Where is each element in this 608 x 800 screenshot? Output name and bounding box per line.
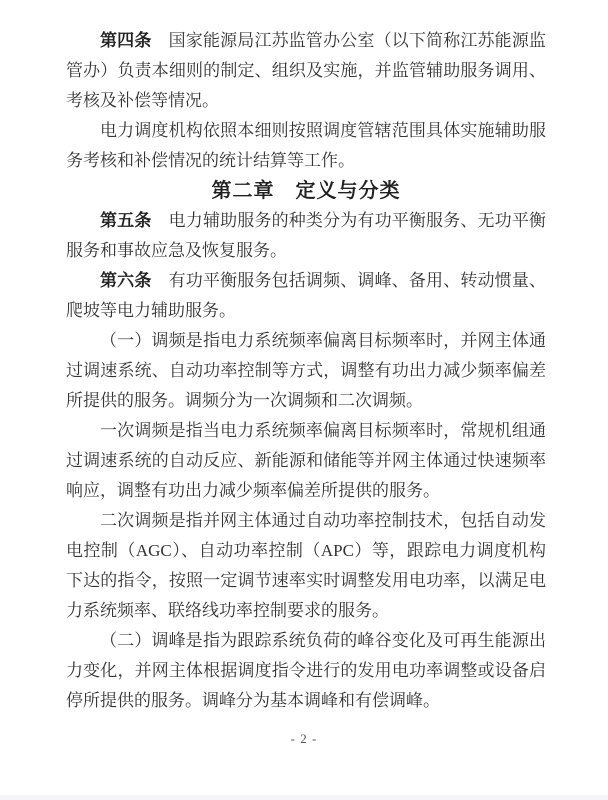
paragraph-item-1-frequency-regulation <box>66 326 546 416</box>
article-number: 第五条 <box>100 211 152 230</box>
paragraph-primary-frequency-regulation <box>66 416 546 506</box>
paragraph-article-5 <box>66 206 546 266</box>
paragraph-article-6 <box>66 266 546 326</box>
paragraph-item-2-peak-shaving <box>66 626 546 716</box>
chapter-heading: 第二章 定义与分类 <box>211 180 401 202</box>
paragraph-text: （二）调峰是指为跟踪系统负荷的峰谷变化及可再生能源出力变化，并网主体根据调度指令进行的发用电功率调整或设备启停所提供的服务。调峰分为基本调峰和有偿调峰。 <box>66 631 546 710</box>
paragraph-article-4 <box>66 26 546 116</box>
article-number: 第四条 <box>100 31 152 50</box>
paragraph-text: 一次调频是指当电力系统频率偏离目标频率时，常规机组通过调速系统的自动反应、新能源和储能等并网主体通过快速频率响应，调整有功出力减少频率偏差所提供的服务。 <box>66 421 546 500</box>
paragraph-text: （一）调频是指电力系统频率偏离目标频率时，并网主体通过调速系统、自动功率控制等方式，调整有功出力减少频率偏差所提供的服务。调频分为一次调频和二次调频。 <box>66 331 546 410</box>
paragraph-secondary-frequency-regulation <box>66 506 546 626</box>
paragraph-text: 有功平衡服务包括调频、调峰、备用、转动惯量、爬坡等电力辅助服务。 <box>66 271 547 320</box>
paragraph-text: 国家能源局江苏监管办公室（以下简称江苏能源监管办）负责本细则的制定、组织及实施，并监管辅助服务调用、考核及补偿等情况。 <box>66 31 547 110</box>
paragraph-text: 电力辅助服务的种类分为有功平衡服务、无功平衡服务和事故应急及恢复服务。 <box>66 211 547 260</box>
paragraph-text: 电力调度机构依照本细则按照调度管辖范围具体实施辅助服务考核和补偿情况的统计结算等工作。 <box>66 121 546 170</box>
article-number: 第六条 <box>100 271 152 290</box>
page-bottom-edge <box>0 795 608 800</box>
page-number: - 2 - <box>290 731 318 746</box>
paragraph-text: 二次调频是指并网主体通过自动功率控制技术，包括自动发电控制（AGC）、自动功率控制（APC）等，跟踪电力调度机构下达的指令，按照一定调节速率实时调整发用电功率，以满足电力系统频率、联络线功率控制要求的服务。 <box>66 511 546 620</box>
paragraph-dispatch-agency <box>66 116 546 176</box>
